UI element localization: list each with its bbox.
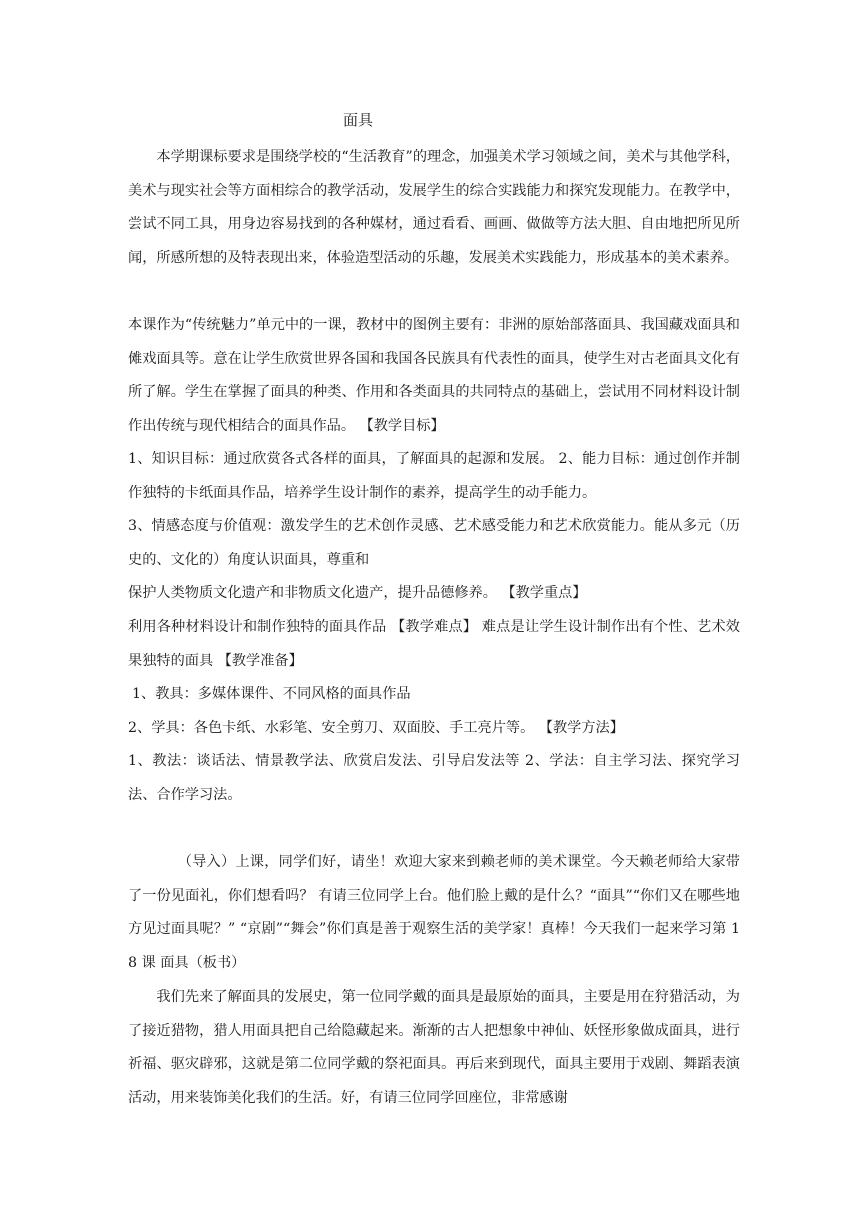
page-title: 面具 <box>343 111 374 129</box>
paragraph-goals-emotion: 3、情感态度与价值观：激发学生的艺术创作灵感、艺术感受能力和艺术欣赏能力。能从多元（历史的、文化的）角度认识面具，尊重和 <box>128 518 740 568</box>
paragraph-methods: 1、教法：谈话法、情景教学法、欣赏启发法、引导启发法等 2、学法：自主学习法、探究学习法、合作学习法。 <box>128 753 740 803</box>
paragraph-lesson-intro: 本课作为“传统魅力”单元中的一课，教材中的图例主要有：非洲的原始部落面具、我国藏戏面具和傩戏面具等。意在让学生欣赏世界各国和我国各民族具有代表性的面具，使学生对古老面具文化有所了解。学生在掌握了面具的种类、作用和各类面具的共同特点的基础上，尝试用不同材料设计制作出传统与现代相结合的面具作品。 【教学目标】 <box>128 317 740 434</box>
paragraph-introduction: （导入）上课，同学们好，请坐！欢迎大家来到赖老师的美术课堂。今天赖老师给大家带了一份见面礼，你们想看吗？ 有请三位同学上台。他们脸上戴的是什么？“面具”“你们又在哪些地方见过面具呢？” “京剧”“舞会”你们真是善于观察生活的美学家！真棒！今天我们一起来学习第 18 课 面具（板书） <box>128 854 740 971</box>
paragraph-key-difficult: 利用各种材料设计和制作独特的面具作品 【教学难点】 难点是让学生设计制作出有个性、艺术效果独特的面具 【教学准备】 <box>128 619 740 669</box>
paragraph-mask-history: 我们先来了解面具的发展史，第一位同学戴的面具是最原始的面具，主要是用在狩猎活动，为了接近猎物，猎人用面具把自己给隐藏起来。渐渐的古人把想象中神仙、妖怪形象做成面具，进行祈福、驱灾辟邪，这就是第二位同学戴的祭祀面具。再后来到现代，面具主要用于戏剧、舞蹈表演活动，用来装饰美化我们的生活。好，有请三位同学回座位，非常感谢 <box>128 989 740 1106</box>
paragraph-goals-knowledge-ability: 1、知识目标：通过欣赏各式各样的面具，了解面具的起源和发展。 2、能力目标：通过创作并制作独特的卡纸面具作品，培养学生设计制作的素养，提高学生的动手能力。 <box>128 451 740 501</box>
paragraph-heritage: 保护人类物质文化遗产和非物质文化遗产，提升品德修养。 【教学重点】 <box>128 585 587 601</box>
paragraph-teaching-aids: 1、教具：多媒体课件、不同风格的面具作品 <box>132 686 411 702</box>
paragraph-curriculum: 本学期课标要求是围绕学校的“生活教育”的理念，加强美术学习领域之间，美术与其他学科，美术与现实社会等方面相综合的教学活动，发展学生的综合实践能力和探究发现能力。在教学中，尝试不同工具，用身边容易找到的各种媒材，通过看看、画画、做做等方法大胆、自由地把所见所闻，所感所想的及特表现出来，体验造型活动的乐趣，发展美术实践能力，形成基本的美术素养。 <box>128 149 740 266</box>
paragraph-student-tools: 2、学具：各色卡纸、水彩笔、安全剪刀、双面胶、手工亮片等。 【教学方法】 <box>128 720 624 736</box>
